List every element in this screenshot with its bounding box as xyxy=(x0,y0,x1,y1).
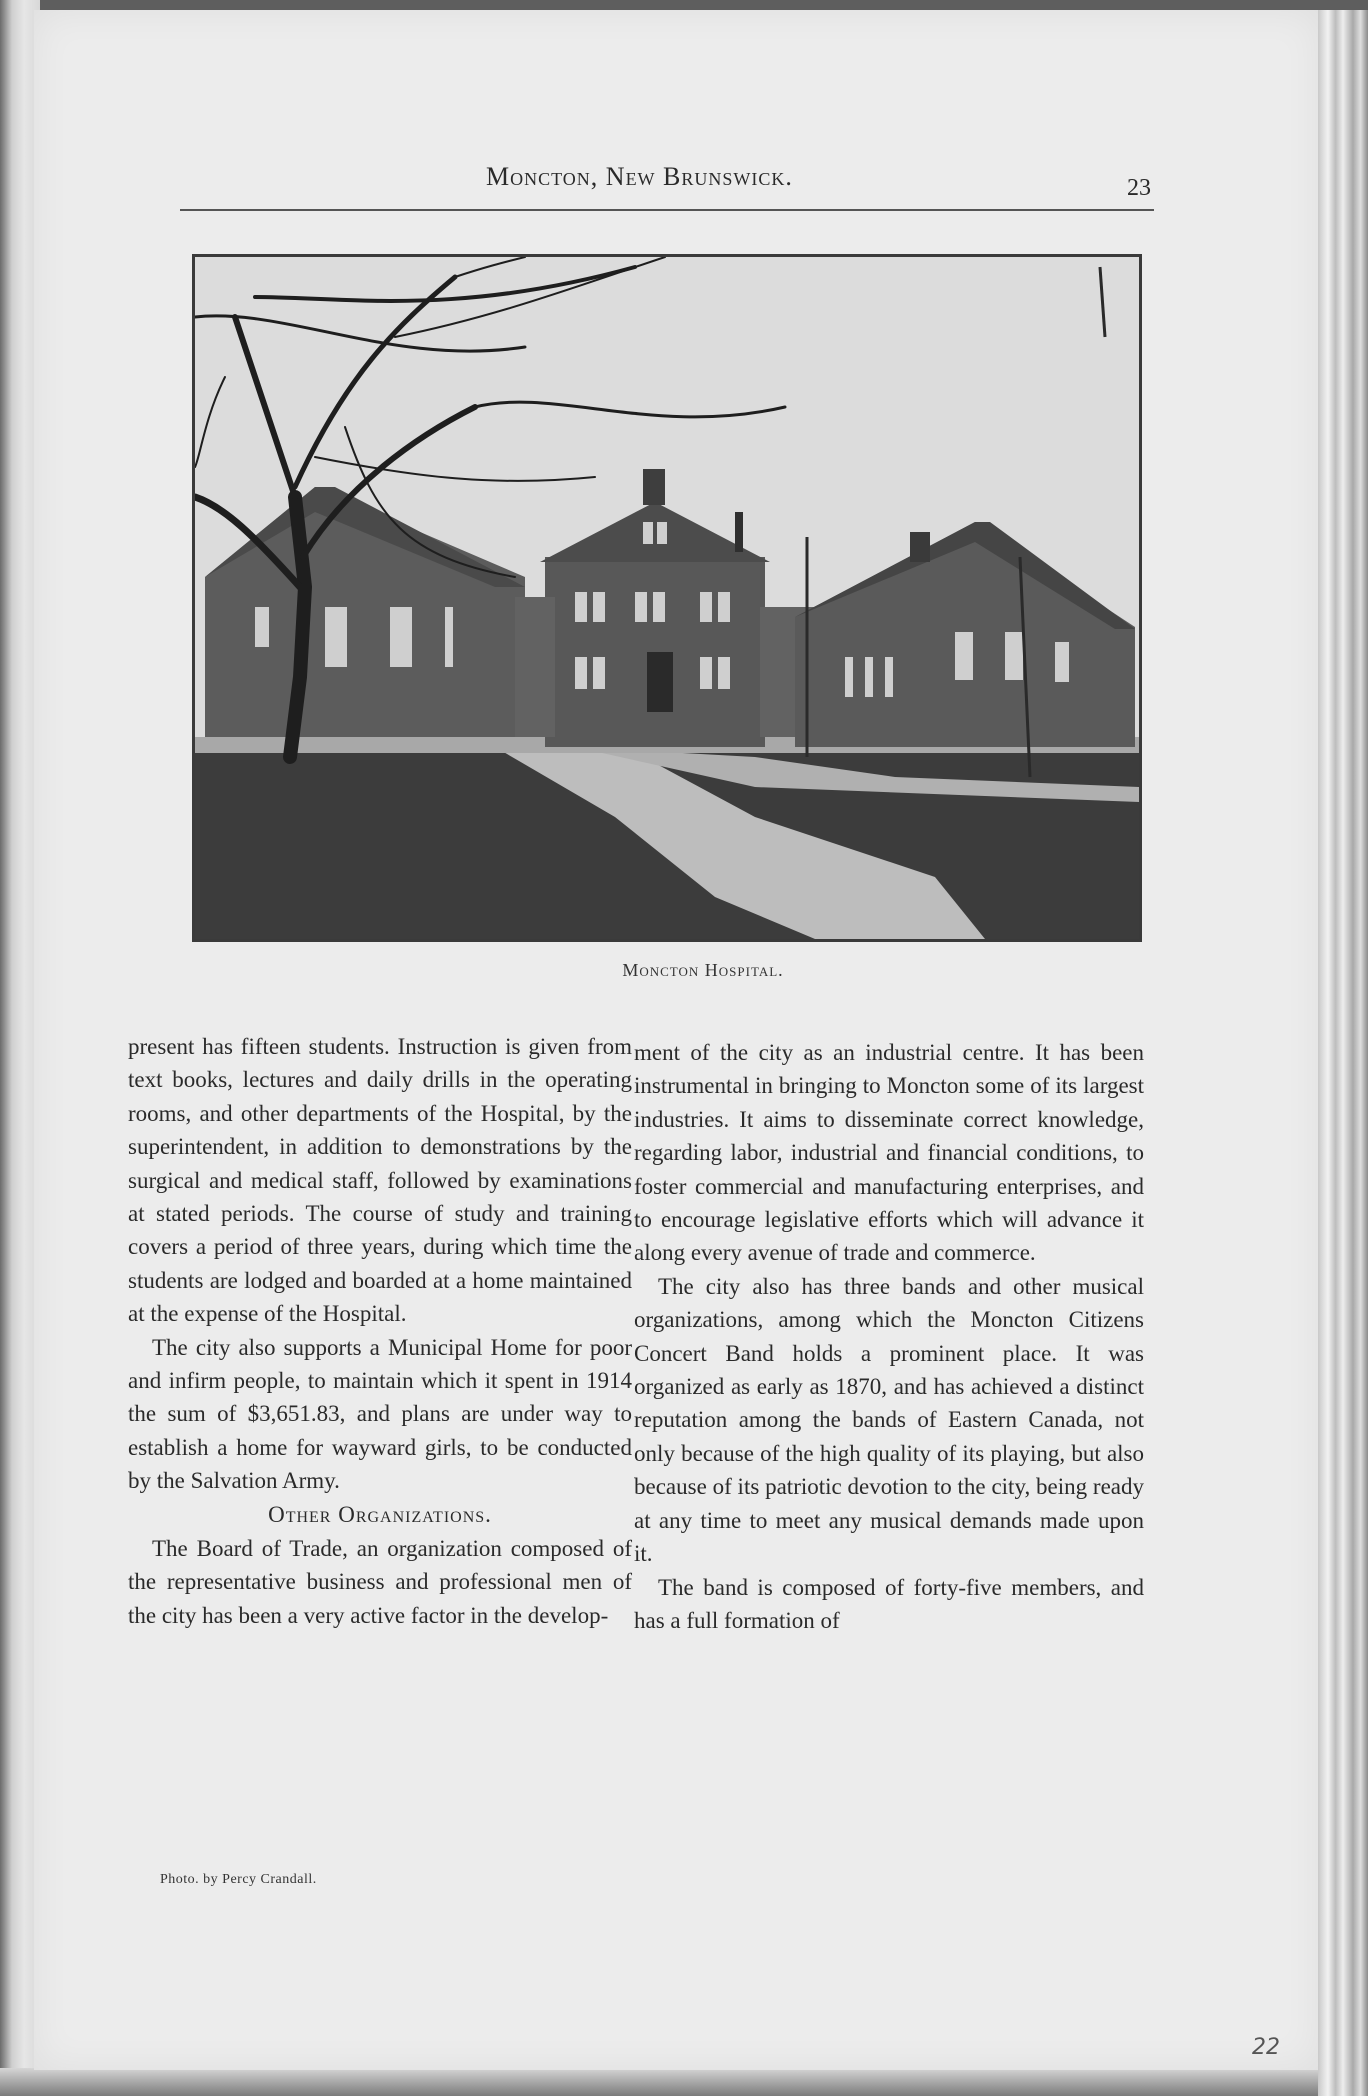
header-rule xyxy=(180,209,1154,211)
hospital-photograph xyxy=(192,254,1142,942)
paragraph: present has fifteen students. Instruction is given from text books, lectures and daily drills in the operating rooms, and other departments of the Hospital, by the superintendent, in addition to demonstrations by the surgical and medical staff, followed by examinations at stated periods. The course of study and training covers a period of three years, during which time the students are lodged and boarded at a home maintained at the expense of the Hospital. xyxy=(128,1034,632,1327)
book-page xyxy=(34,10,1320,2070)
paragraph: The Board of Trade, an organization composed of the representative business and professional men of the city has been a very active factor in the develop- xyxy=(128,1535,632,1628)
page-number: 23 xyxy=(1127,175,1151,201)
paragraph: The city also has three bands and other musical organizations, among which the Moncton Citizens Concert Band holds a prominent place. It was organized as early as 1870, and has achieved a distinct reputation among the bands of Eastern Canada, not only because of the high quality of its playing, but also because of its patriotic devotion to the city, being ready at any time to meet any musical demands made upon it. xyxy=(634,1273,1144,1567)
paragraph: The band is composed of forty-five members, and has a full formation of xyxy=(634,1574,1144,1633)
page-bottom-edge xyxy=(0,2068,1368,2096)
paragraph: ment of the city as an industrial centre. It has been instrumental in bringing to Moncton some of its largest industries. It aims to disseminate correct knowledge, regarding labor, industrial and financial conditions, to foster commercial and manufacturing enterprises, and to encourage legislative efforts which will advance it along every avenue of trade and commerce. xyxy=(634,1040,1144,1266)
page-fore-edge xyxy=(1318,10,1368,2096)
photo-credit: Photo. by Percy Crandall. xyxy=(160,1872,317,1887)
right-column xyxy=(634,1036,1144,1637)
running-title: Moncton, New Brunswick. xyxy=(486,162,793,191)
photo-caption xyxy=(34,960,1320,981)
section-heading: Other Organizations. xyxy=(268,1501,492,1527)
left-column xyxy=(128,1030,632,1632)
paragraph: The city also supports a Municipal Home for poor and infirm people, to maintain which it spent in 1914 the sum of $3,651.83, and plans are under way to establish a home for wayward girls, to be conducted by the Salvation Army. xyxy=(128,1334,632,1494)
handwritten-page-note: 22 xyxy=(1252,2035,1280,2060)
caption-text: Moncton Hospital. xyxy=(622,960,784,980)
